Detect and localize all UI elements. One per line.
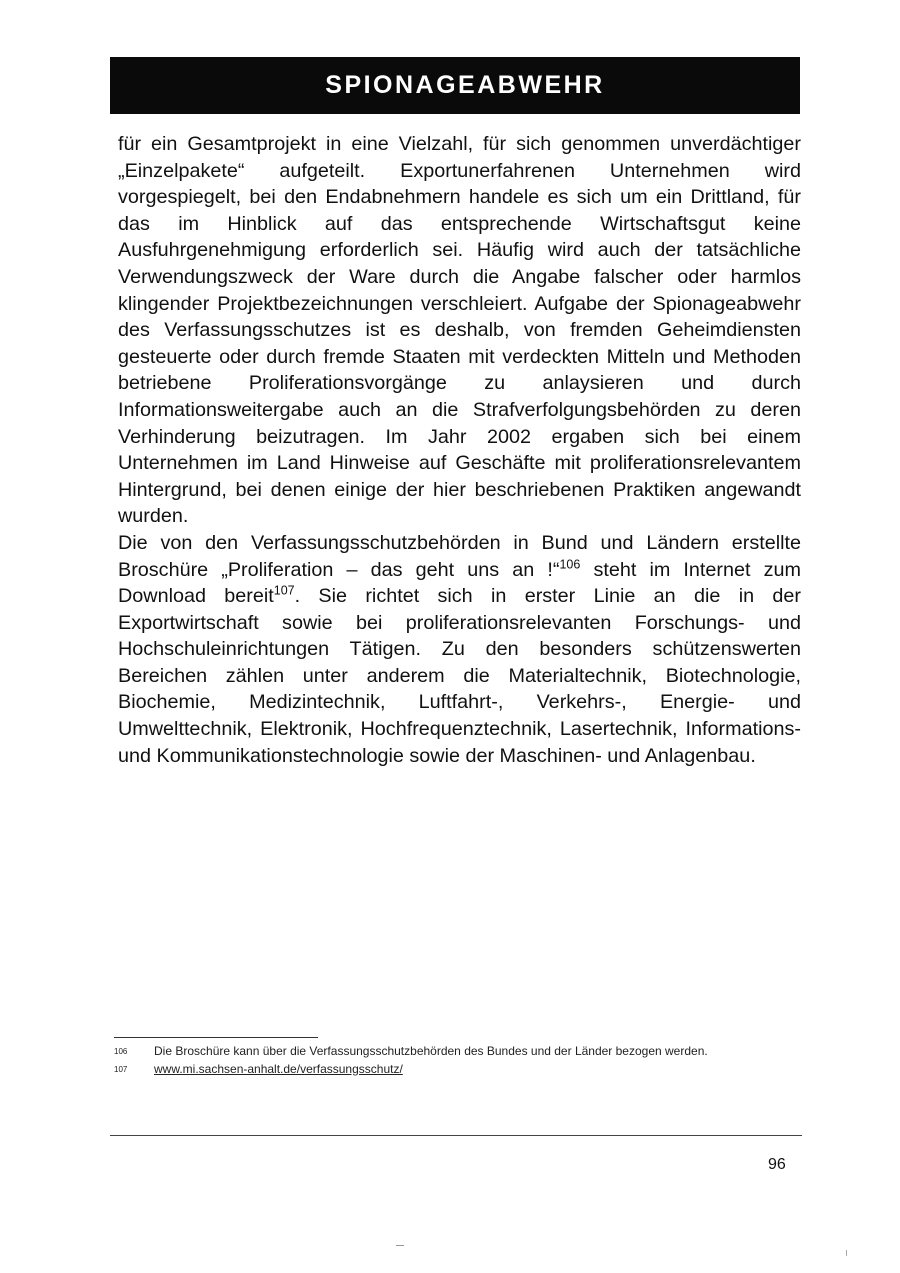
page-number: 96 <box>768 1156 786 1173</box>
footnote-number: 107 <box>114 1064 128 1074</box>
paragraph-2-text-a: Die von den Verfassungsschutzbehörden in Bund und Ländern erstellte Broschüre „Proliferation – das geht uns an !“ <box>118 531 801 581</box>
paragraph-2-text-b: steht im Internet zum Download bereit <box>118 558 801 608</box>
main-text <box>118 131 801 769</box>
section-title: SPIONAGEABWEHR <box>325 71 605 99</box>
footnote-106 <box>114 1044 804 1060</box>
footnote-text: Die Broschüre kann über die Verfassungsschutzbehörden des Bundes und der Länder bezogen werden. <box>154 1044 708 1058</box>
footnote-107 <box>114 1062 804 1078</box>
paragraph-1: für ein Gesamtprojekt in eine Vielzahl, für sich genommen unverdächtiger „Einzelpakete“ aufgeteilt. Exportunerfahrenen Unternehmen wird vorgespiegelt, bei den Endabnehmern handele es sich um ein Drittland, für das im Hinblick auf das entsprechende Wirtschaftsgut keine Ausfuhrgenehmigung erforderlich sei. Häufig wird auch der tatsächliche Verwendungszweck der Ware durch die Angabe falscher oder harmlos klingender Projektbezeichnungen verschleiert. Aufgabe der Spionageabwehr des Verfassungsschutzes ist es deshalb, von fremden Geheimdiensten gesteuerte oder durch fremde Staaten mit verdeckten Mitteln und Methoden betriebene Proliferationsvorgänge zu anlaysieren und durch Informationsweitergabe auch an die Strafverfolgungsbehörden zu deren Verhinderung beizutragen. Im Jahr 2002 ergaben sich bei einem Unternehmen im Land Hinweise auf Geschäfte mit proliferationsrelevantem Hintergrund, bei denen einige der hier beschriebenen Praktiken angewandt wurden. <box>118 133 801 528</box>
paragraph-2-text-c: . Sie richtet sich in erster Linie an die in der Exportwirtschaft sowie bei proliferationsrelevanten Forschungs- und Hochschuleinrichtungen Tätigen. Zu den besonders schützenswerten Bereichen zählen unter anderem die Materialtechnik, Biotechnologie, Biochemie, Medizintechnik, Luftfahrt-, Verkehrs-, Energie- und Umwelttechnik, Elektronik, Hochfrequenztechnik, Lasertechnik, Informations- und Kommunikationstechnologie sowie der Maschinen- und Anlagenbau. <box>118 585 801 767</box>
paragraph-2 <box>118 530 801 769</box>
footnote-ref-107[interactable]: 107 <box>273 583 295 598</box>
section-header <box>110 57 800 114</box>
footnote-link[interactable]: www.mi.sachsen-anhalt.de/verfassungsschutz/ <box>154 1061 403 1076</box>
page-footer-rule <box>110 1135 802 1136</box>
scan-mark <box>396 1245 404 1246</box>
scan-mark <box>846 1250 847 1256</box>
footnote-divider <box>114 1037 318 1038</box>
footnote-ref-106[interactable]: 106 <box>559 556 581 571</box>
footnotes <box>114 1044 804 1079</box>
footnote-number: 106 <box>114 1047 128 1056</box>
